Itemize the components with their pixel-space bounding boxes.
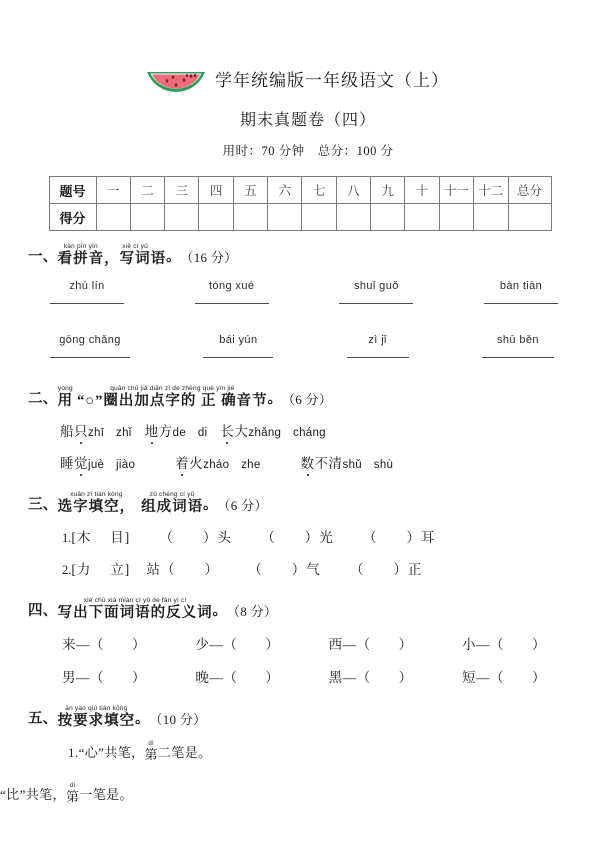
word-char: 船 xyxy=(60,424,74,439)
section-3-ruby-0 xyxy=(58,492,136,514)
char-bank: [力 立] xyxy=(71,562,131,577)
item-index: 1. xyxy=(68,745,79,760)
ruby-di xyxy=(145,741,158,761)
answer-blank[interactable]: （ ）光 xyxy=(261,530,334,545)
section-5-points: （10 分） xyxy=(149,712,207,727)
section-1-ruby-0 xyxy=(58,244,105,266)
section-4-ruby-0 xyxy=(58,598,213,620)
dotted-char: 长 xyxy=(220,420,234,440)
section-1-heading xyxy=(28,244,576,266)
section-1-points: （16 分） xyxy=(180,250,238,265)
answer-blank[interactable]: （ ）耳 xyxy=(363,530,436,545)
syllable-item[interactable] xyxy=(60,452,135,472)
syllable-options[interactable]: juè jiào xyxy=(88,459,136,471)
score-input-8[interactable] xyxy=(336,204,370,231)
section-5-tail: 。 xyxy=(135,712,150,727)
syllable-item[interactable] xyxy=(145,420,208,440)
heading-text: ，写词语 xyxy=(104,250,167,267)
question-text-post: 一笔是。 xyxy=(79,787,133,802)
section-3 xyxy=(0,492,600,578)
paper-header xyxy=(0,0,600,159)
title-row xyxy=(0,58,600,98)
dotted-char: 数 xyxy=(301,452,315,472)
section-5-question-2[interactable] xyxy=(0,783,576,803)
pinyin-text: yòng xyxy=(57,385,73,392)
section-2-heading xyxy=(28,386,576,408)
question-text-pre: “比”共笔， xyxy=(0,787,66,802)
table-row xyxy=(49,204,551,231)
syllable-item[interactable] xyxy=(301,452,394,472)
answer-blank[interactable]: tóng xué xyxy=(195,280,269,304)
ruby-di xyxy=(66,783,79,803)
item-index: 2. xyxy=(62,563,72,577)
score-table-label-0: 题号 xyxy=(49,177,96,204)
word-char: 不清 xyxy=(314,456,343,471)
score-input-10[interactable] xyxy=(405,204,439,231)
syllable-item[interactable] xyxy=(175,452,260,472)
section-1-ruby-1 xyxy=(104,244,166,266)
section-4-row-2 xyxy=(28,666,576,686)
answer-blank[interactable]: （ ）正 xyxy=(350,562,423,577)
score-col-10: 十 xyxy=(405,177,439,204)
pinyin-text: xuǎn zì tián kòng xyxy=(70,491,123,498)
section-2 xyxy=(0,386,600,472)
section-5-ruby-0 xyxy=(58,706,136,728)
section-5-question-1[interactable] xyxy=(28,741,576,761)
section-3-item-1 xyxy=(28,526,576,546)
heading-text: 选字填空， xyxy=(57,498,136,515)
answer-blank[interactable]: gōng chǎng xyxy=(50,334,130,358)
antonym-item[interactable]: 男—（ ） xyxy=(62,670,146,685)
syllable-item[interactable] xyxy=(220,420,325,440)
paper-subtitle: 期末真题卷（四） xyxy=(239,112,376,129)
section-1 xyxy=(0,244,600,358)
section-1-tail: 。 xyxy=(166,250,181,265)
section-2-tail: 。 xyxy=(267,392,282,407)
section-5 xyxy=(0,706,600,803)
word-char: 睡 xyxy=(60,456,74,471)
section-3-ruby-1 xyxy=(141,492,203,514)
question-text-post: 二笔是。 xyxy=(157,745,212,760)
dotted-char: 只 xyxy=(74,420,88,440)
heading-text: 用 xyxy=(57,392,74,409)
answer-blank[interactable]: 站（ ） xyxy=(146,562,219,577)
heading-text: 按要求填空 xyxy=(57,712,136,729)
answer-blank[interactable]: shū běn xyxy=(482,334,554,358)
paper-meta: 用时：70 分钟 总分：100 分 xyxy=(222,144,394,158)
pinyin-text: kàn pīn yīn xyxy=(63,243,98,250)
score-col-5: 五 xyxy=(233,177,267,204)
section-3-number: 三、 xyxy=(28,497,58,513)
score-input-1[interactable] xyxy=(96,204,130,231)
score-input-3[interactable] xyxy=(165,204,199,231)
syllable-options[interactable]: zhī zhǐ xyxy=(88,427,132,439)
score-col-1: 一 xyxy=(96,177,130,204)
section-2-ruby-1 xyxy=(77,386,268,408)
section-3-tail: 。 xyxy=(203,498,218,513)
score-table xyxy=(49,176,552,231)
score-input-7[interactable] xyxy=(302,204,336,231)
heading-text: 看拼音 xyxy=(57,250,105,267)
antonym-item[interactable]: 西—（ ） xyxy=(328,637,413,652)
antonym-item[interactable]: 短—（ ） xyxy=(461,670,546,685)
pinyin-text: zǔ chéng cí yǔ xyxy=(149,491,195,498)
score-col-total: 总分 xyxy=(508,177,551,204)
section-2-line-2 xyxy=(28,452,576,472)
antonym-item[interactable]: 少—（ ） xyxy=(195,637,280,652)
score-col-9: 九 xyxy=(371,177,405,204)
word-char: 方 xyxy=(158,424,173,439)
score-col-4: 四 xyxy=(199,177,233,204)
section-4-tail: 。 xyxy=(212,604,227,619)
score-input-2[interactable] xyxy=(130,204,164,231)
pinyin-text: quān chū jiā diǎn zì de zhèng què yīn jié xyxy=(110,385,235,392)
section-4 xyxy=(0,598,600,686)
answer-blank[interactable]: bái yún xyxy=(203,334,273,358)
score-input-total[interactable] xyxy=(508,204,551,231)
score-col-11: 十一 xyxy=(439,177,473,204)
section-3-heading xyxy=(28,492,576,514)
dotted-char: 地 xyxy=(145,420,159,440)
score-input-12[interactable] xyxy=(474,204,508,231)
section-3-item-2 xyxy=(28,558,576,578)
pinyin-text: xiě cí yǔ xyxy=(122,243,148,250)
antonym-item[interactable]: 黑—（ ） xyxy=(328,670,413,685)
syllable-options[interactable]: shǔ shù xyxy=(342,459,394,471)
answer-blank[interactable]: （ ）头 xyxy=(159,530,232,545)
score-table-label-1: 得分 xyxy=(49,204,96,231)
section-1-row-2 xyxy=(28,334,576,358)
score-table-wrap xyxy=(49,176,552,231)
word-char: 火 xyxy=(189,456,204,471)
score-col-2: 二 xyxy=(130,177,164,204)
section-3-points: （6 分） xyxy=(217,498,268,513)
score-input-5[interactable] xyxy=(233,204,267,231)
antonym-item[interactable]: 晚—（ ） xyxy=(195,670,280,685)
pinyin-text: àn yào qiú tián kòng xyxy=(65,705,128,712)
watermelon-icon xyxy=(145,59,207,99)
score-col-8: 八 xyxy=(336,177,370,204)
dotted-char: 觉 xyxy=(74,452,88,472)
antonym-item[interactable]: 来—（ ） xyxy=(62,637,146,652)
dotted-char: 着 xyxy=(175,452,189,472)
score-input-6[interactable] xyxy=(268,204,302,231)
char-bank: [木 目] xyxy=(71,530,131,545)
section-4-row-1 xyxy=(28,633,576,653)
section-5-number: 五、 xyxy=(28,711,58,727)
score-input-11[interactable] xyxy=(439,204,473,231)
syllable-options[interactable]: zhǎng cháng xyxy=(248,427,326,439)
antonym-item[interactable]: 小—（ ） xyxy=(461,637,546,652)
syllable-item[interactable] xyxy=(60,420,132,440)
score-input-4[interactable] xyxy=(199,204,233,231)
section-2-points: （6 分） xyxy=(281,392,333,407)
answer-blank[interactable]: （ ）气 xyxy=(248,562,321,577)
section-4-number: 四、 xyxy=(28,603,58,619)
word-char: 大 xyxy=(234,424,249,439)
answer-blank[interactable]: zhú lín xyxy=(50,280,124,304)
answer-blank[interactable]: zì jǐ xyxy=(347,334,409,358)
answer-blank[interactable]: bàn tiān xyxy=(484,280,558,304)
answer-blank[interactable]: shuǐ guǒ xyxy=(339,280,413,304)
section-4-points: （8 分） xyxy=(226,604,278,619)
pinyin-text: dì xyxy=(148,741,155,747)
score-col-3: 三 xyxy=(165,177,199,204)
pinyin-text: xiě chū xià miàn cí yǔ de fǎn yì cí xyxy=(83,597,187,604)
score-col-6: 六 xyxy=(268,177,302,204)
syllable-options[interactable]: de di xyxy=(172,427,208,439)
score-col-12: 十二 xyxy=(474,177,508,204)
heading-text: 组成词语 xyxy=(141,498,204,515)
question-char: 第 xyxy=(144,747,158,762)
section-5-heading xyxy=(28,706,576,728)
pinyin-text: dì xyxy=(69,783,76,789)
question-char: 第 xyxy=(65,789,80,804)
section-2-number: 二、 xyxy=(28,391,58,407)
heading-text: “○”圈出加点字的 正 确音节 xyxy=(77,392,268,409)
heading-text: 写出下面词语的反义词 xyxy=(57,604,213,621)
score-input-9[interactable] xyxy=(371,204,405,231)
page-title: 学年统编版一年级语文（上） xyxy=(215,70,449,90)
table-row xyxy=(49,177,551,204)
question-text-pre: “心”共笔， xyxy=(78,745,145,760)
section-1-number: 一、 xyxy=(28,249,58,265)
section-2-ruby-0 xyxy=(58,386,74,408)
item-index: 1. xyxy=(62,531,72,545)
section-2-line-1 xyxy=(28,420,576,440)
score-col-7: 七 xyxy=(302,177,336,204)
syllable-options[interactable]: zháo zhe xyxy=(203,459,261,471)
section-1-row-1 xyxy=(28,280,576,304)
section-4-heading xyxy=(28,598,576,620)
